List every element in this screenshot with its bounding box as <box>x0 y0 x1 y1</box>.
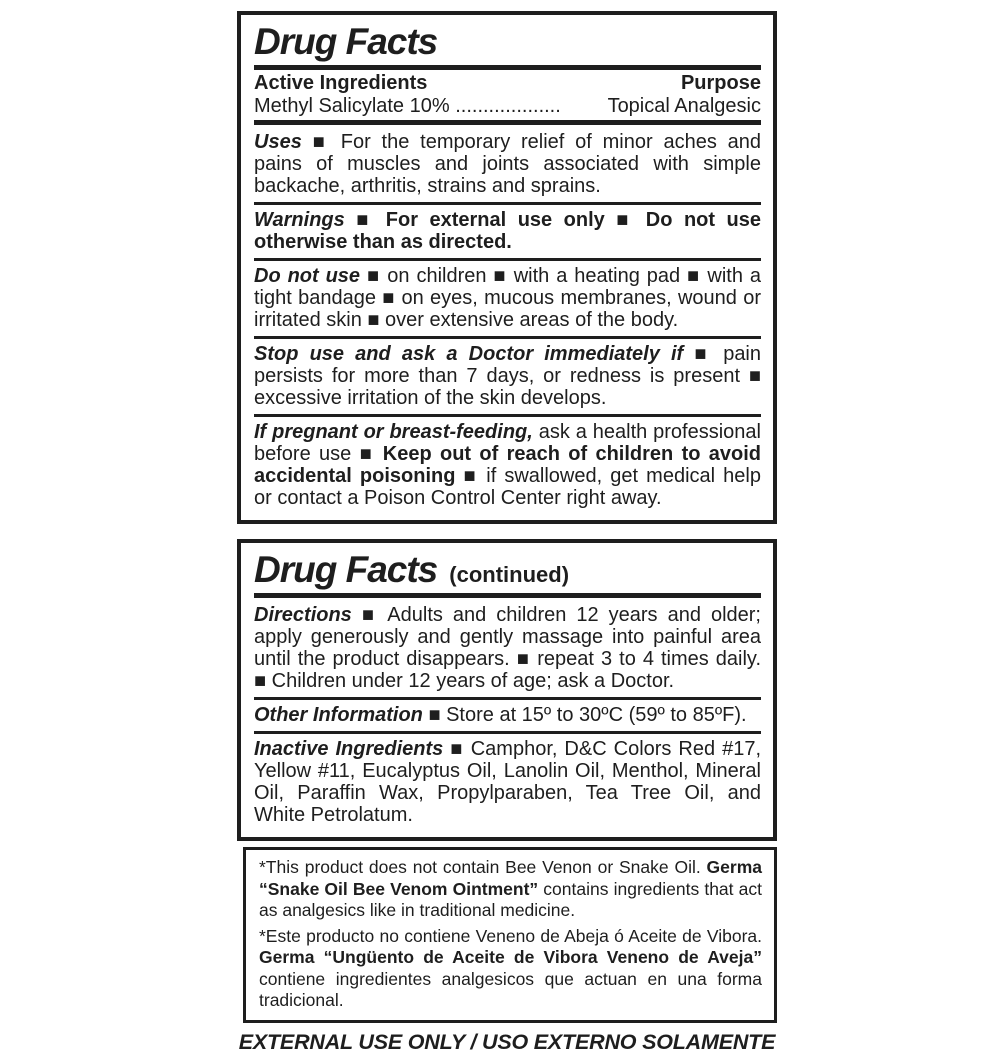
disclaimer-spanish: *Este producto no contiene Veneno de Abeja ó Aceite de Vibora. Germa “Ungüento de Aceite de Vibora Veneno de Aveja” contiene ingredientes analgesicos que actuan en una forma tradicional. <box>259 925 762 1010</box>
ingredient-name: Methyl Salicylate 10% <box>254 95 450 117</box>
section-pregnant: If pregnant or breast-feeding, ask a health professional before use ■ Keep out of reach of children to avoid accidental poisoning ■ if swallowed, get medical help or contact a Poison Control Center right away. <box>254 421 761 509</box>
divider-heavy <box>254 593 761 598</box>
drug-facts-panel <box>237 11 777 524</box>
drug-facts-continued-title: Drug Facts <box>254 549 438 590</box>
active-ingredient-row <box>254 95 761 118</box>
disclaimer-english: *This product does not contain Bee Venon or Snake Oil. Germa “Snake Oil Bee Venom Ointment” contains ingredients that act as analgesics like in traditional medicine. <box>259 857 762 920</box>
section-other-information: Other Information ■ Store at 15º to 30ºC (59º to 85ºF). <box>254 704 747 726</box>
drug-facts-continued-panel <box>237 539 777 841</box>
section-warnings: Warnings ■ For external use only ■ Do not use otherwise than as directed. <box>254 209 761 253</box>
drug-facts-title: Drug Facts <box>254 21 438 62</box>
section-directions: Directions ■ Adults and children 12 years and older; apply generously and gently massage into painful area until the product disappears. ■ repeat 3 to 4 times daily. ■ Children under 12 years of age; ask a Doctor. <box>254 604 761 692</box>
active-ingredients-header-row <box>254 72 761 95</box>
external-use-only-line: EXTERNAL USE ONLY / USO EXTERNO SOLAMENTE <box>238 1029 776 1054</box>
section-uses: Uses ■ For the temporary relief of minor aches and pains of muscles and joints associated with simple backache, arthritis, strains and sprains. <box>254 131 761 197</box>
divider-heavy <box>254 65 761 70</box>
panel2-title-row <box>254 548 761 591</box>
drug-label <box>0 11 1000 1054</box>
continued-label: (continued) <box>449 562 570 587</box>
disclaimer-box <box>243 847 777 1023</box>
ingredient-purpose: Topical Analgesic <box>607 95 761 117</box>
section-stop-use: Stop use and ask a Doctor immediately if ■ pain persists for more than 7 days, or redness is present ■ excessive irritation of the skin develops. <box>254 343 762 409</box>
section-do-not-use: Do not use ■ on children ■ with a heating pad ■ with a tight bandage ■ on eyes, mucous membranes, wound or irritated skin ■ over extensive areas of the body. <box>254 265 761 331</box>
divider-heavy <box>254 120 761 125</box>
purpose-heading: Purpose <box>680 72 761 94</box>
ingredient-name-and-leader <box>254 95 561 118</box>
section-inactive-ingredients: Inactive Ingredients ■ Camphor, D&C Colors Red #17, Yellow #11, Eucalyptus Oil, Lanolin Oil, Menthol, Mineral Oil, Paraffin Wax, Propylparaben, Tea Tree Oil, and White Petrolatum. <box>254 738 761 826</box>
active-ingredients-heading: Active Ingredients <box>254 72 428 94</box>
panel1-title-row <box>254 20 761 63</box>
dot-leader: ................... <box>455 95 561 117</box>
